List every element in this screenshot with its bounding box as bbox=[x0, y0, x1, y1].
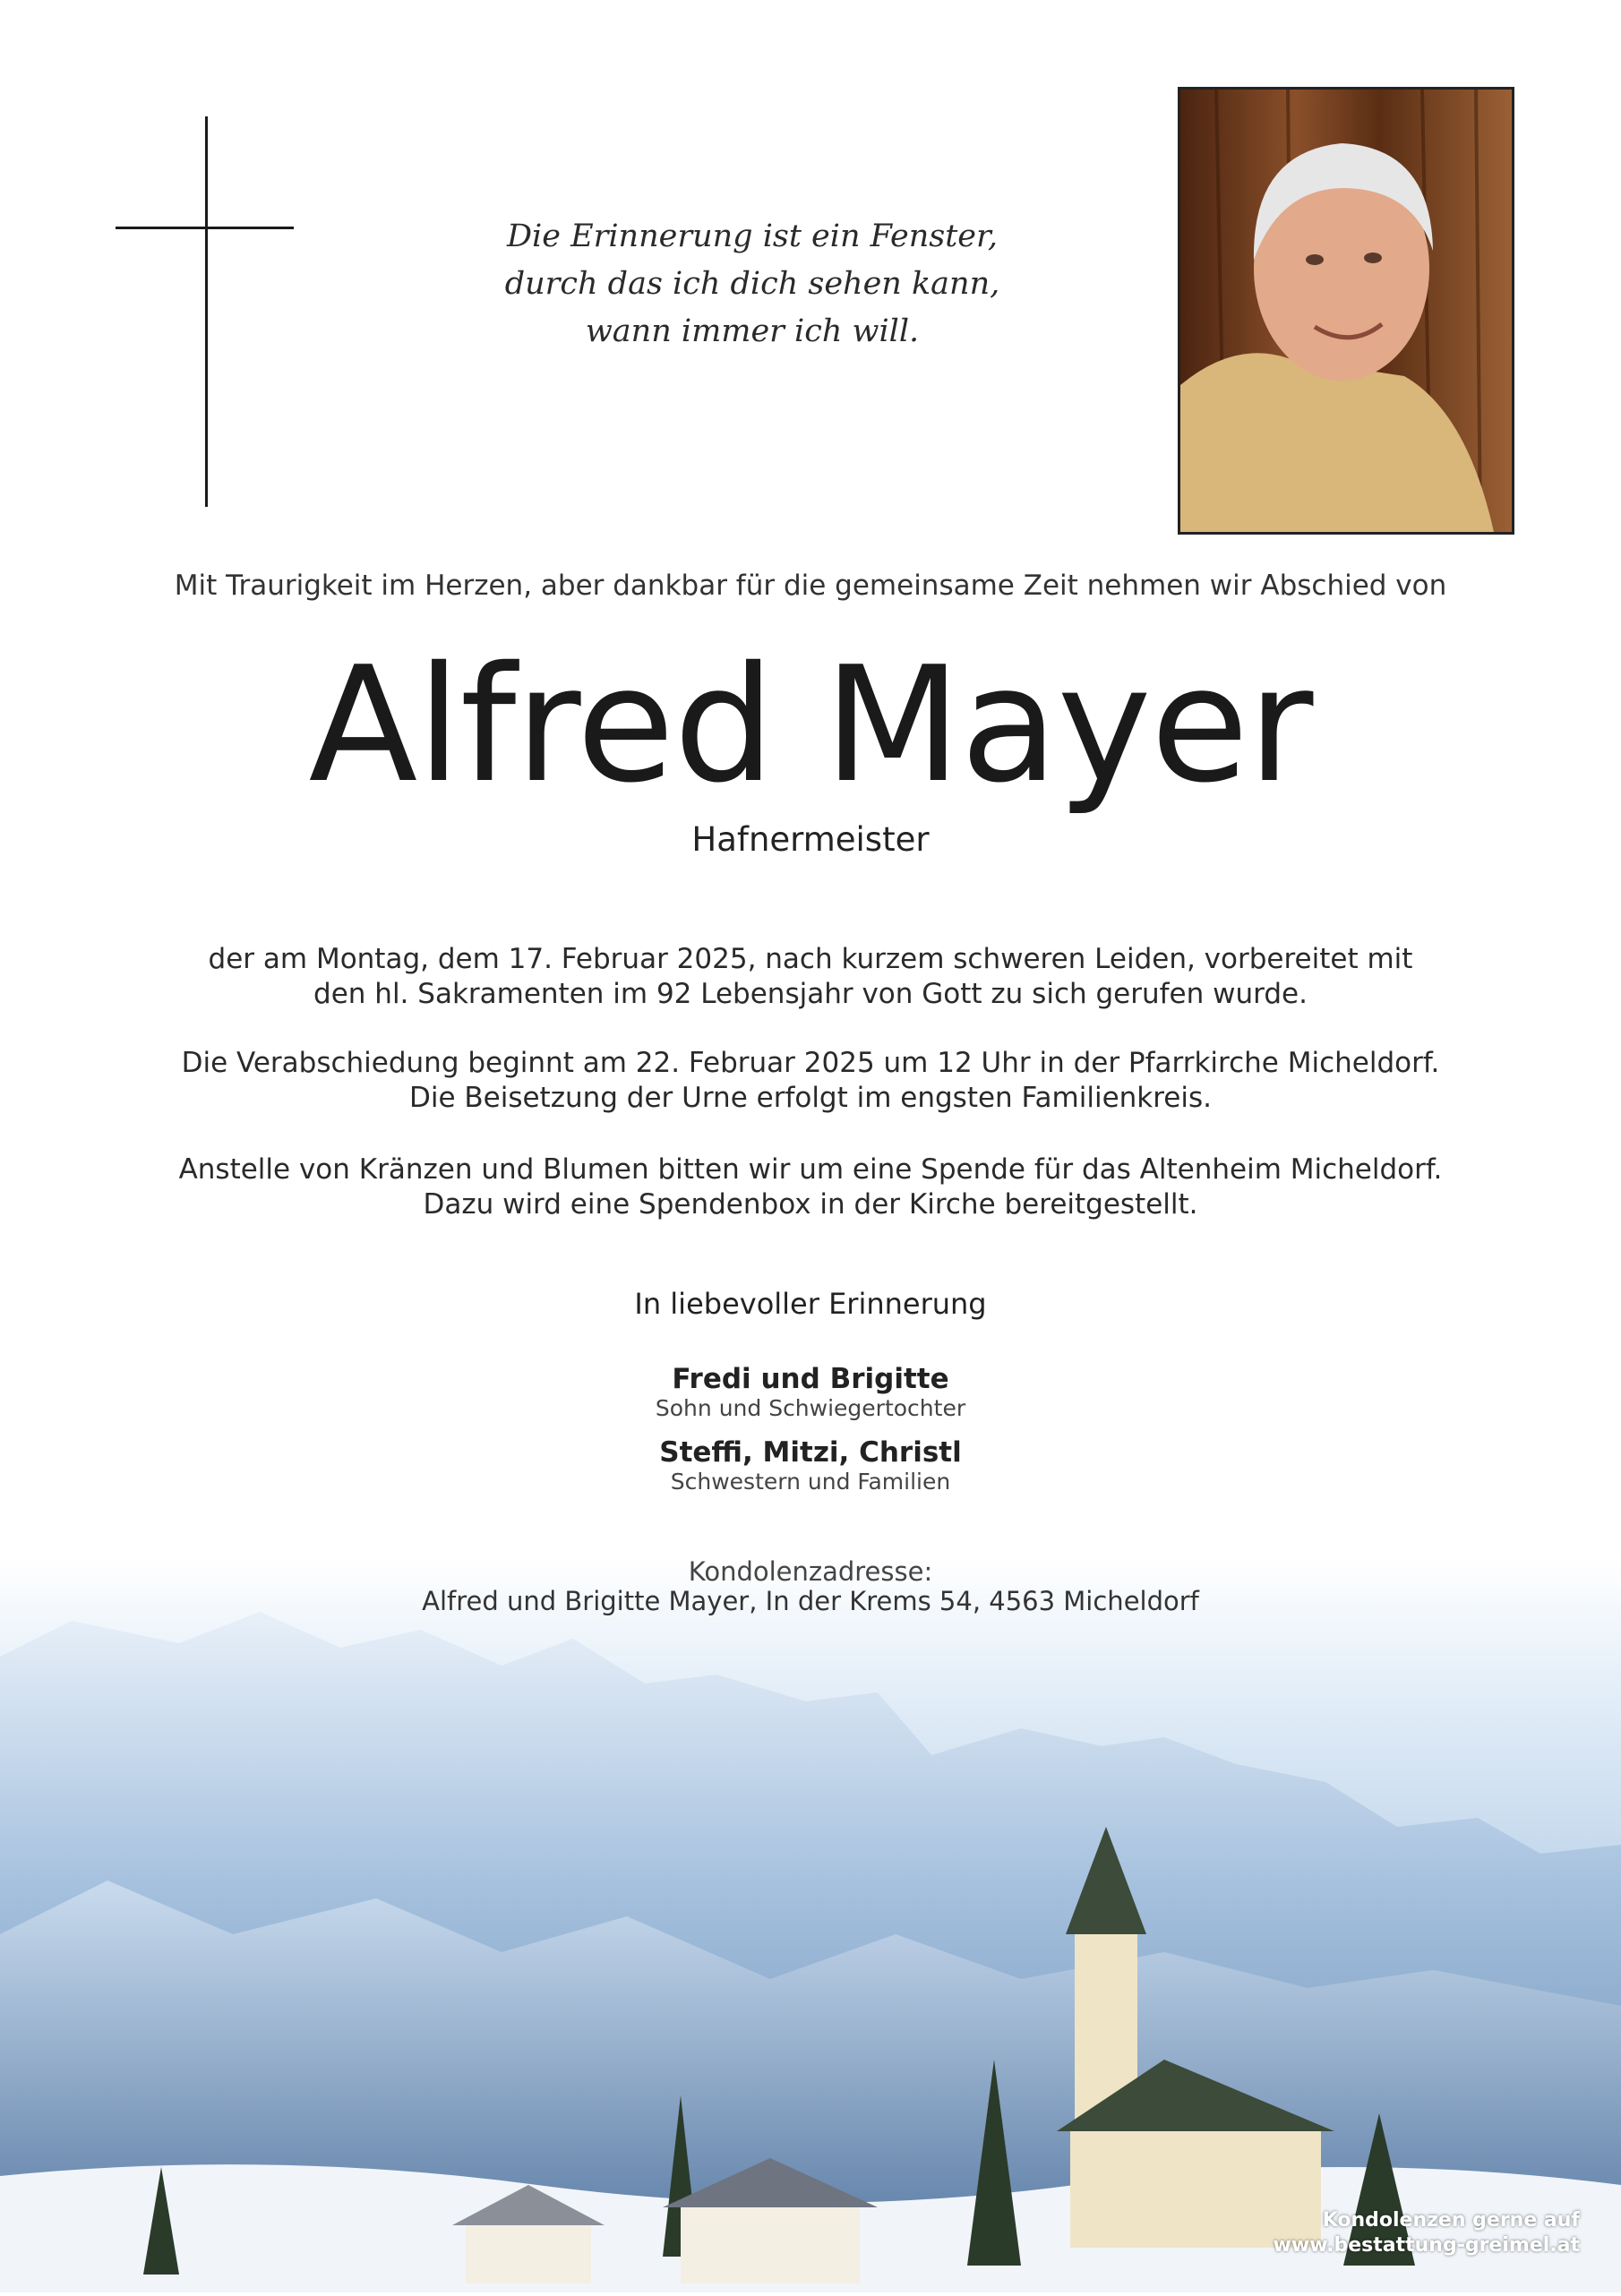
memorial-quote bbox=[421, 213, 1084, 356]
paragraph-line: Dazu wird eine Spendenbox in der Kirche bereitgestellt. bbox=[423, 1188, 1198, 1221]
mountain-landscape-image bbox=[0, 1558, 1621, 2292]
mourner-name: Steffi, Mitzi, Christl bbox=[659, 1436, 962, 1469]
quote-line-1: Die Erinnerung ist ein Fenster, bbox=[506, 218, 998, 254]
quote-line-2: durch das ich dich sehen kann, bbox=[504, 266, 1000, 302]
remembrance-heading: In liebevoller Erinnerung bbox=[634, 1287, 987, 1321]
condolence-address-label: Kondolenzadresse: bbox=[688, 1556, 933, 1587]
deceased-profession: Hafnermeister bbox=[691, 820, 930, 859]
paragraph-line: der am Montag, dem 17. Februar 2025, nach kurzem schweren Leiden, vorbereitet mit bbox=[208, 943, 1413, 975]
quote-line-3: wann immer ich will. bbox=[585, 313, 920, 349]
donation-paragraph bbox=[0, 1152, 1621, 1222]
portrait-illustration bbox=[1180, 90, 1512, 532]
ceremony-paragraph bbox=[0, 1046, 1621, 1116]
paragraph-line: Die Beisetzung der Urne erfolgt im engsten Familienkreis. bbox=[408, 1082, 1213, 1114]
paragraph-line: Die Verabschiedung beginnt am 22. Februar 2025 um 12 Uhr in der Pfarrkirche Micheldorf. bbox=[181, 1047, 1440, 1079]
funeral-home-footer bbox=[1274, 2208, 1580, 2258]
mourner-name: Fredi und Brigitte bbox=[672, 1363, 949, 1395]
portrait-photo bbox=[1178, 87, 1514, 535]
cross-horizontal-bar bbox=[116, 227, 294, 229]
intro-text: Mit Traurigkeit im Herzen, aber dankbar für die gemeinsame Zeit nehmen wir Abschied von bbox=[174, 570, 1447, 602]
condolence-address: Alfred und Brigitte Mayer, In der Krems 54, 4563 Micheldorf bbox=[422, 1586, 1199, 1616]
paragraph-line: Anstelle von Kränzen und Blumen bitten wir um eine Spende für das Altenheim Micheldorf. bbox=[178, 1153, 1443, 1186]
deceased-name: Alfred Mayer bbox=[308, 632, 1313, 818]
mourner-relation: Sohn und Schwiegertochter bbox=[655, 1395, 966, 1421]
death-notice-paragraph bbox=[0, 942, 1621, 1012]
landscape-illustration bbox=[0, 1558, 1621, 2292]
footer-line-1: Kondolenzen gerne auf bbox=[1322, 2209, 1580, 2232]
paragraph-line: den hl. Sakramenten im 92 Lebensjahr von Gott zu sich gerufen wurde. bbox=[313, 978, 1308, 1010]
mourner-relation: Schwestern und Familien bbox=[670, 1469, 951, 1495]
cross-vertical-bar bbox=[205, 116, 208, 507]
footer-website-link[interactable]: www.bestattung-greimel.at bbox=[1273, 2234, 1580, 2257]
